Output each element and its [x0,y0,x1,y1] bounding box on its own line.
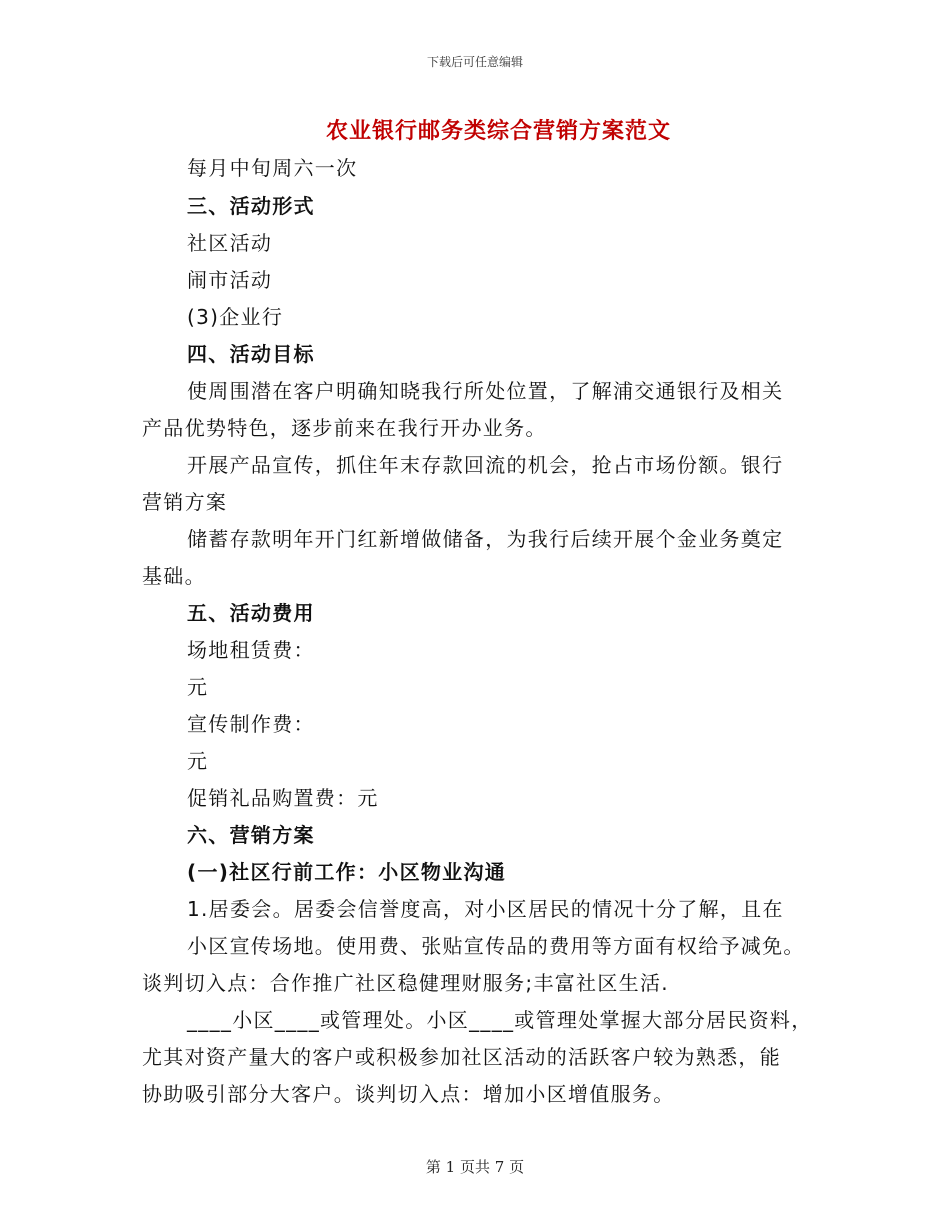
text-line: 宣传制作费： [187,712,315,736]
text-line: 社区活动 [187,231,273,255]
section-heading: 四、活动目标 [187,342,315,366]
text-line: (3)企业行 [187,305,284,329]
section-heading: 六、营销方案 [187,823,315,847]
text-line: 基础。 [142,564,206,588]
text-line: 1.居委会。居委会信誉度高，对小区居民的情况十分了解，且在 [187,897,784,921]
text-line: 协助吸引部分大客户。谈判切入点：增加小区增值服务。 [142,1082,675,1106]
text-line: 小区宣传场地。使用费、张贴宣传品的费用等方面有权给予减免。 [187,934,805,958]
page-footer: 第 1 页共 7 页 [425,1158,525,1176]
document-title: 农业银行邮务类综合营销方案范文 [325,119,671,144]
text-line: 营销方案 [142,490,228,514]
text-line: 使周围潜在客户明确知晓我行所处位置，了解浦交通银行及相关 [187,379,784,403]
text-line: 促销礼品购置费：元 [187,786,379,810]
text-line: 闹市活动 [187,268,273,292]
header-note: 下载后可任意编辑 [426,55,523,69]
text-line: 元 [187,675,209,699]
text-line: 尤其对资产量大的客户或积极参加社区活动的活跃客户较为熟悉，能 [142,1045,781,1069]
text-line: 储蓄存款明年开门红新增做储备，为我行后续开展个金业务奠定 [187,527,784,551]
text-line: 场地租赁费： [187,638,315,662]
subsection-heading: (一)社区行前工作：小区物业沟通 [187,860,507,884]
section-heading: 五、活动费用 [187,601,315,625]
section-heading: 三、活动形式 [187,194,315,218]
text-line: 每月中旬周六一次 [187,156,358,180]
text-line: 产品优势特色，逐步前来在我行开办业务。 [142,416,547,440]
text-line: 元 [187,749,209,773]
text-line: 开展产品宣传，抓住年末存款回流的机会，抢占市场份额。银行 [187,453,784,477]
text-line: 谈判切入点：合作推广社区稳健理财服务;丰富社区生活. [142,971,669,995]
text-line: ____小区____或管理处。小区____或管理处掌握大部分居民资料， [187,1008,813,1032]
